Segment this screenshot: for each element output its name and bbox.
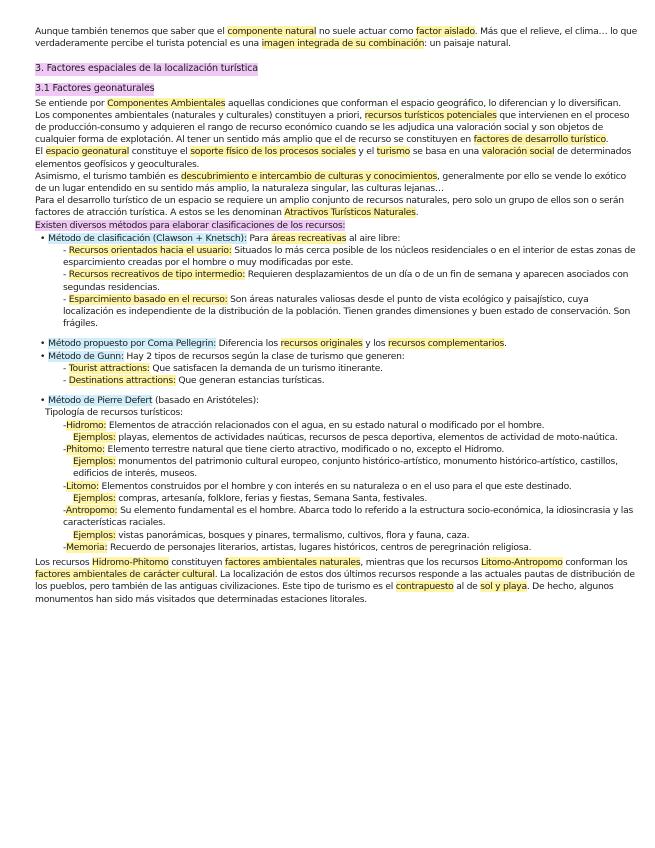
sub-item: -Memoria: Recuerdo de personajes literarios, artistas, lugares históricos, centros de peregrinación religiosa. (63, 541, 532, 553)
paragraph: Existen diversos métodos para elaborar clasificaciones de los recursos: (35, 219, 346, 231)
paragraph: Asimismo, el turismo también es descubrimiento e intercambio de culturas y conocimientos, generalmente por ello se vende lo exótico de un lugar entendido en su sentido más amplio, la naturaleza singular, las culturas lejanas… (35, 170, 626, 195)
sub-item: - Esparcimiento basado en el recurso: Son áreas naturales valiosas desde el punto de vista ecológico y paisajístico, cuya localización es independiente de la distribución de la población. Tienen grandes dimensiones y buen estado de conservación. Son frágiles. (63, 293, 631, 330)
highlight: imagen integrada de su combinación (261, 38, 425, 50)
bullet-icon: • (40, 232, 46, 244)
intro-paragraph: Aunque también tenemos que saber que el componente natural no suele actuar como factor aislado. Más que el relieve, el clima… lo que verdaderamente percibe el turista potencial es una imagen integrada de su combinación: un paisaje natural. (35, 26, 638, 50)
bullet-icon: • (40, 350, 46, 362)
gunn-method (35, 351, 637, 388)
componentes-section (35, 98, 637, 232)
section-heading: 3. Factores espaciales de la localización turística (35, 63, 258, 75)
sub-item: - Tourist attractions: Que satisfacen la demanda de un turismo itinerante. (63, 362, 383, 374)
defert-method (35, 395, 637, 554)
paragraph: Se entiende por Componentes Ambientales aquellas condiciones que conforman el espacio geográfico, lo diferencian y lo diversifican. (35, 97, 621, 109)
closing-paragraph: Los recursos Hidromo-Phitomo constituyen factores ambientales naturales, mientras que los recursos Litomo-Antropomo conforman los factores ambientales de carácter cultural. La localización de estos dos últimos recursos responde a las actuales pautas de distribución de los pueblos, pero también de las antiguas civilizaciones. Este tipo de turismo es el contrapuesto al de sol y playa. De hecho, algunos monumentos han sido más visitados que determinadas estaciones litorales. (35, 556, 635, 605)
sub-item: -Antropomo: Su elemento fundamental es el hombre. Abarca todo lo referido a la estructura socio-económica, la idiosincrasia y las características raciales. (63, 505, 634, 529)
bullet-item: • Método de Gunn: Hay 2 tipos de recursos según la clase de turismo que generen: (40, 350, 405, 362)
highlight: factor aislado (415, 26, 475, 37)
closing-section (35, 557, 637, 606)
bullet-item: • Método de Pierre Defert (basado en Aristóteles): (40, 395, 259, 407)
sub-item: -Litomo: Elementos construidos por el hombre y con interés en su naturaleza o en el uso para el que este destinado. (63, 480, 572, 492)
bullet-item: • Método propuesto por Coma Pellegrin: Diferencia los recursos originales y los recursos complementarios. (40, 338, 507, 350)
coma-method (35, 338, 637, 350)
example-line: Ejemplos: playas, elementos de actividades naúticas, recursos de pesca deportiva, elementos de actividad de moto-naútica. (73, 431, 618, 443)
example-line: Ejemplos: vistas panorámicas, bosques y pinares, termalismo, cultivos, flora y fauna, caza. (73, 529, 470, 541)
example-line: Ejemplos: monumentos del patrimonio cultural europeo, conjunto histórico-artístico, monumento histórico-artístico, castillos, edificios de interés, museos. (73, 456, 618, 480)
typology-label: Tipología de recursos turísticos: (45, 407, 183, 419)
bullet-icon: • (40, 395, 46, 407)
sub-item: - Destinations attractions: Que generan estancias turísticas. (63, 375, 325, 387)
sub-item: - Recursos orientados hacia el usuario: Situados lo más cerca posible de los núcleos residenciales o en el interior de estas zonas de esparcimiento creadas por el hombre o muy modificadas por este. (63, 245, 636, 269)
section-heading-block (35, 56, 637, 95)
paragraph: Para el desarrollo turístico de un espacio se requiere un amplio conjunto de recursos naturales, pero solo un grupo de ellos son o serán factores de atracción turística. A estos se les denominan Atractivos Turísticos Naturales. (35, 195, 624, 219)
bullet-item: • Método de clasificación (Clawson + Knetsch): Para áreas recreativas al aire libre: (40, 232, 401, 244)
example-line: Ejemplos: compras, artesanía, folklore, ferias y fiestas, Semana Santa, festivales. (73, 492, 428, 504)
clawson-method (35, 233, 637, 331)
subsection-heading: 3.1 Factores geonaturales (35, 83, 155, 94)
sub-item: -Hidromo: Elementos de atracción relacionados con el agua, en su estado natural o modificado por el hombre. (63, 419, 545, 431)
highlight: componente natural (227, 26, 317, 37)
paragraph: El espacio geonatural constituye el soporte físico de los procesos sociales y el turismo se basa en una valoración social de determinados elementos geofísicos y geoculturales. (35, 146, 632, 170)
sub-item: - Recursos recreativos de tipo intermedio: Requieren desplazamientos de un día o de un fin de semana y aparecen asociados con segundas residencias. (63, 269, 629, 293)
paragraph: Los componentes ambientales (naturales y culturales) constituyen a priori, recursos turísticos potenciales que intervienen en el proceso de producción-consumo y adquieren el rango de recurso económico cuando se les adjudica una valoración social y son objetos de cualquier forma de explotación. Al tener un sentido más amplio que el de recurso se constituyen en factores de desarrollo turístico. (35, 109, 630, 146)
bullet-icon: • (40, 338, 46, 350)
sub-item: -Phitomo: Elemento terrestre natural que tiene cierto atractivo, modificado o no, excepto el Hidromo. (63, 444, 505, 456)
